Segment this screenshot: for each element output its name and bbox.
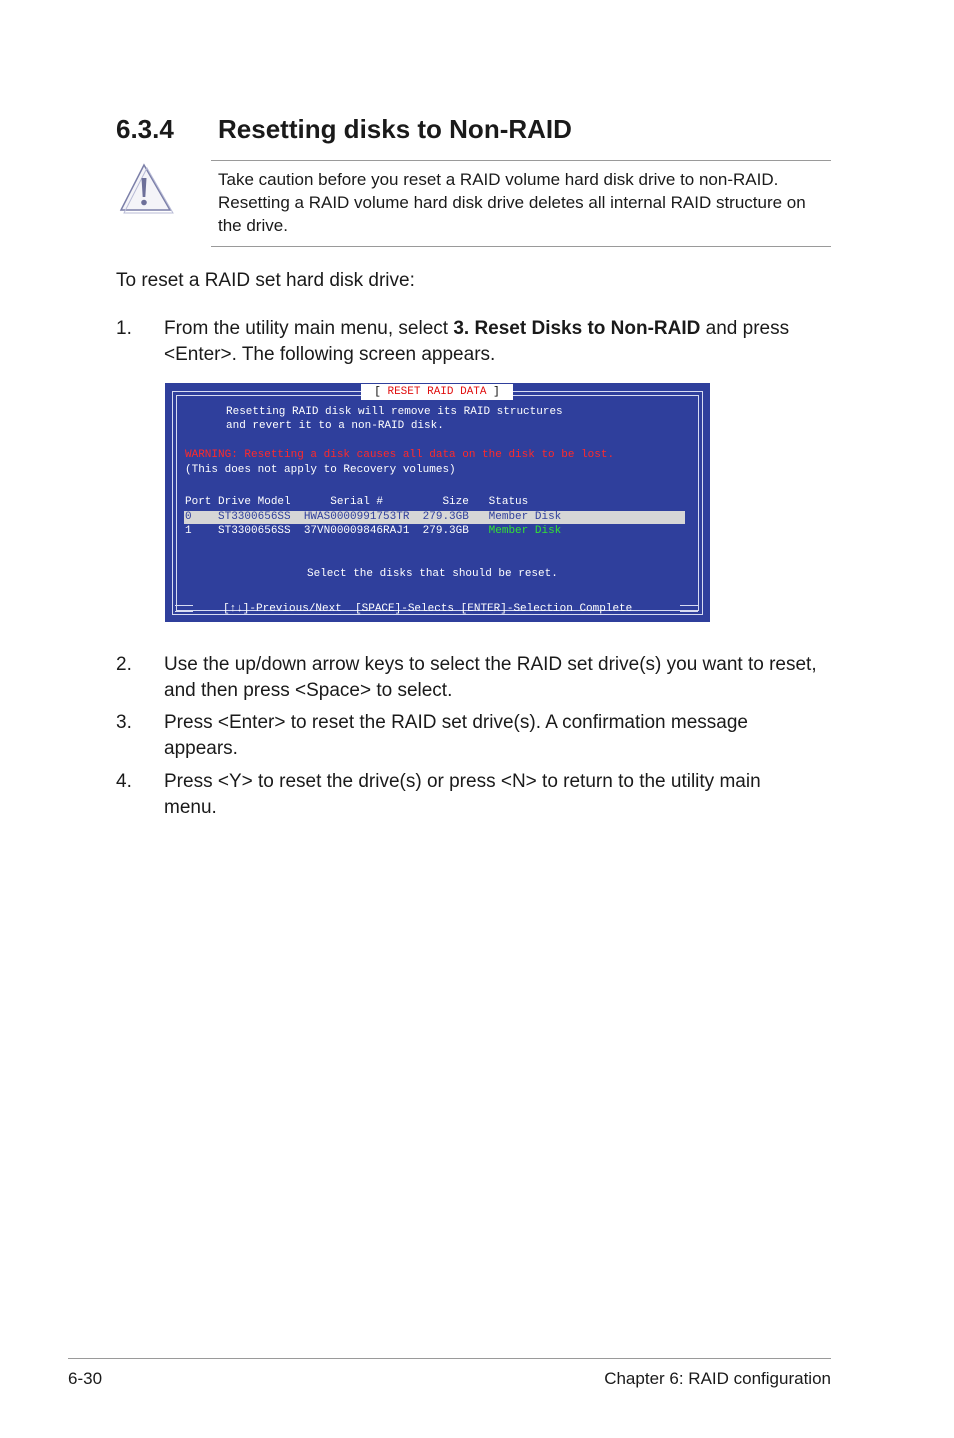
step-number: 1. [116,318,132,339]
step-text-part: Use the up/down arrow keys to select the RAID set drive(s) you want to reset, [164,654,817,675]
step-text-part: and then press <Space> to select. [164,680,453,701]
title-bracket: ] [486,386,500,398]
screen-title-text: RESET RAID DATA [387,386,487,398]
step-text-part: menu. [164,797,217,818]
step-number: 2. [116,654,132,675]
warning-triangle-icon [118,162,174,214]
intro-line: Resetting RAID disk will remove its RAID structures [226,406,563,418]
note-line: (This does not apply to Recovery volumes) [185,464,456,476]
step-1-text [164,316,836,368]
disk-table-header: Port Drive Model Serial # Size Status [185,496,529,508]
note-top-rule [211,160,831,161]
caution-line: the drive. [218,216,288,235]
step-number: 4. [116,771,132,792]
frame-corner-right [680,605,698,612]
section-number: 6.3.4 [116,114,174,144]
caution-line: Resetting a RAID volume hard disk drive deletes all internal RAID structure on [218,193,806,212]
section-title: Resetting disks to Non-RAID [218,114,572,144]
step-text-part: Press <Y> to reset the drive(s) or press <N> to return to the utility main [164,771,761,792]
key-help-line: [↑↓]-Previous/Next [SPACE]-Selects [ENTER]-Selection Complete [223,603,633,615]
caution-text [218,168,824,237]
raid-utility-screen [165,383,710,622]
intro-line: and revert it to a non-RAID disk. [226,420,444,432]
caution-line: Take caution before you reset a RAID volume hard disk drive to non-RAID. [218,170,779,189]
disk-row-selected[interactable] [185,510,561,524]
step-text-part: Press <Enter> to reset the RAID set drive(s). A confirmation message [164,712,748,733]
frame-corner-left [175,605,193,612]
footer-rule [68,1358,831,1359]
step-3-text [164,710,836,762]
step-number: 3. [116,712,132,733]
title-bracket: [ [374,386,388,398]
step-4-text [164,769,836,821]
disk-row[interactable] [185,524,561,538]
step-text-part: From the utility main menu, select [164,318,454,339]
disk-status: Member Disk [488,511,562,523]
step-text-part: and press [700,318,790,339]
step-text-part: <Enter>. The following screen appears. [164,344,496,365]
disk-row-info: 1 ST3300656SS 37VN00009846RAJ1 279.3GB [185,525,489,537]
step-2-text [164,652,836,704]
warning-line: WARNING: Resetting a disk causes all data on the disk to be lost. [185,449,615,461]
page-number: 6-30 [68,1369,103,1388]
disk-status: Member Disk [488,525,562,537]
step-text-part: appears. [164,738,238,759]
prompt-line: Select the disks that should be reset. [307,568,558,580]
note-bottom-rule [211,246,831,247]
screen-title [361,384,513,400]
procedure-lead: To reset a RAID set hard disk drive: [116,270,415,291]
menu-option-name: 3. Reset Disks to Non-RAID [453,318,701,339]
chapter-title: Chapter 6: RAID configuration [604,1369,831,1388]
disk-row-info: 0 ST3300656SS HWAS0000991753TR 279.3GB [185,511,489,523]
